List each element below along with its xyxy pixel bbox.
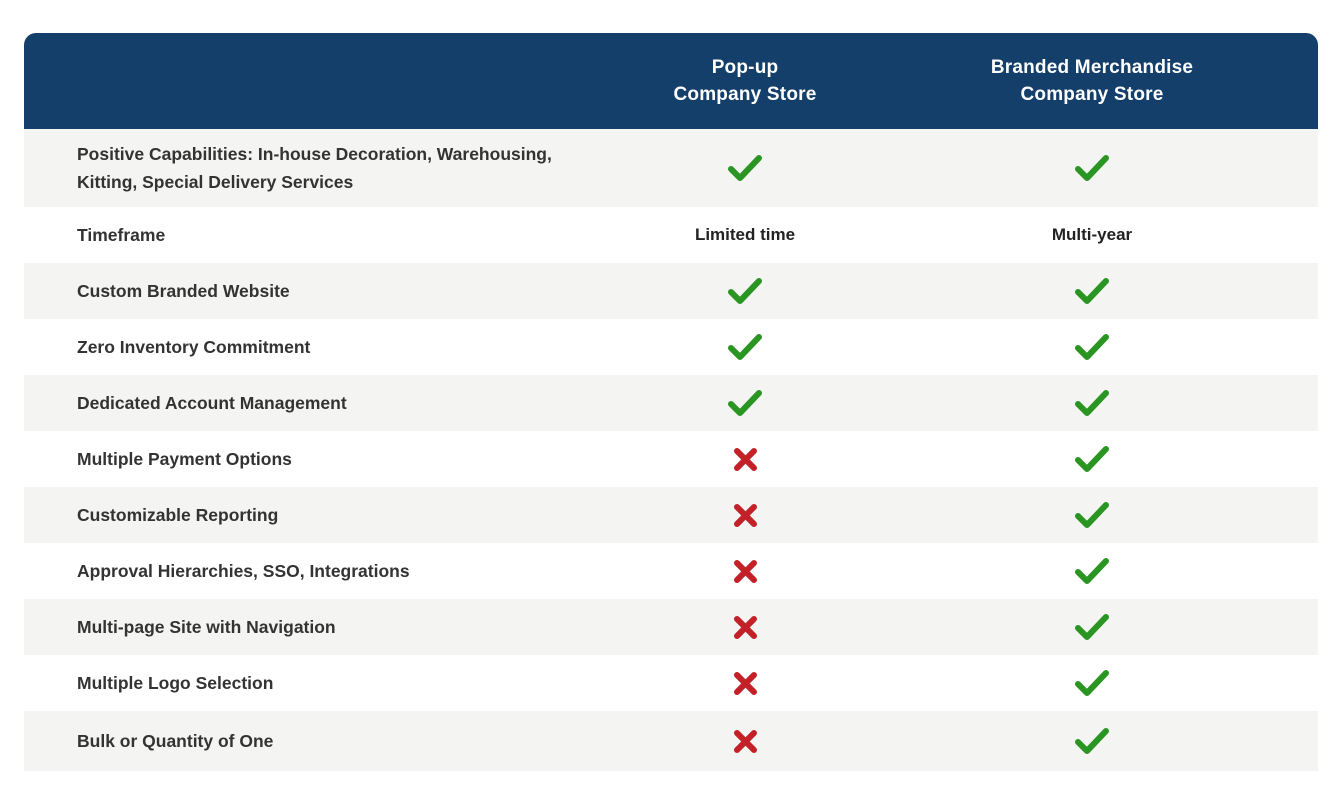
table-row: [24, 487, 1318, 543]
column-header-popup-line2: Company Store: [673, 84, 817, 105]
branded-value-cell: [895, 445, 1289, 473]
table-row: [24, 711, 1318, 771]
cross-icon: [732, 669, 759, 697]
table-header: [24, 33, 1318, 129]
feature-label: Custom Branded Website: [77, 281, 290, 301]
check-icon: [1074, 613, 1110, 641]
popup-value-cell: [595, 557, 895, 585]
check-icon: [1074, 333, 1110, 361]
check-icon: [1074, 727, 1110, 755]
check-icon: [1074, 389, 1110, 417]
popup-value-cell: [595, 389, 895, 417]
table-row: [24, 319, 1318, 375]
branded-value-cell: [895, 501, 1289, 529]
cross-icon: [732, 727, 759, 755]
cross-icon: [732, 613, 759, 641]
feature-label: Zero Inventory Commitment: [77, 337, 311, 357]
popup-value-cell: [595, 613, 895, 641]
check-icon: [1074, 445, 1110, 473]
column-header-popup-line1: Pop-up: [711, 57, 779, 78]
popup-value-cell: [595, 333, 895, 361]
popup-value-cell: Limited time: [694, 225, 796, 244]
table-row: [24, 375, 1318, 431]
branded-value-cell: [895, 613, 1289, 641]
branded-value-cell: [895, 154, 1289, 182]
comparison-table: [24, 33, 1318, 771]
check-icon: [1074, 557, 1110, 585]
feature-label: Multi-page Site with Navigation: [77, 617, 336, 637]
check-icon: [727, 389, 763, 417]
cross-icon: [732, 557, 759, 585]
check-icon: [1074, 669, 1110, 697]
table-row: [24, 599, 1318, 655]
table-row: [24, 263, 1318, 319]
branded-value-cell: [895, 277, 1289, 305]
popup-value-cell: [595, 501, 895, 529]
branded-value-cell: [895, 727, 1289, 755]
check-icon: [1074, 501, 1110, 529]
feature-label: Positive Capabilities: In-house Decoration, Warehousing, Kitting, Special Delivery Services: [77, 144, 552, 192]
column-header-popup-store: [595, 54, 895, 108]
popup-value-cell: [595, 154, 895, 182]
popup-value-cell: [595, 277, 895, 305]
check-icon: [727, 333, 763, 361]
branded-value-cell: [895, 389, 1289, 417]
column-header-branded-line1: Branded Merchandise: [990, 57, 1194, 78]
check-icon: [1074, 277, 1110, 305]
feature-label: Multiple Payment Options: [77, 449, 292, 469]
check-icon: [1074, 154, 1110, 182]
cross-icon: [732, 445, 759, 473]
check-icon: [727, 154, 763, 182]
column-header-branded-line2: Company Store: [1020, 84, 1164, 105]
check-icon: [727, 277, 763, 305]
table-body: [24, 129, 1318, 771]
popup-value-cell: [595, 445, 895, 473]
table-row: [24, 431, 1318, 487]
branded-value-cell: [895, 669, 1289, 697]
table-row: [24, 543, 1318, 599]
table-row: [24, 655, 1318, 711]
column-header-branded-store: [895, 54, 1289, 108]
feature-label: Bulk or Quantity of One: [77, 731, 274, 751]
cross-icon: [732, 501, 759, 529]
table-row: [24, 207, 1318, 263]
branded-value-cell: Multi-year: [1051, 225, 1133, 244]
feature-label: Approval Hierarchies, SSO, Integrations: [77, 561, 410, 581]
branded-value-cell: [895, 333, 1289, 361]
feature-label: Timeframe: [77, 225, 166, 245]
popup-value-cell: [595, 669, 895, 697]
feature-label: Multiple Logo Selection: [77, 673, 274, 693]
popup-value-cell: [595, 727, 895, 755]
table-row: [24, 129, 1318, 207]
feature-label: Dedicated Account Management: [77, 393, 347, 413]
branded-value-cell: [895, 557, 1289, 585]
feature-label: Customizable Reporting: [77, 505, 279, 525]
